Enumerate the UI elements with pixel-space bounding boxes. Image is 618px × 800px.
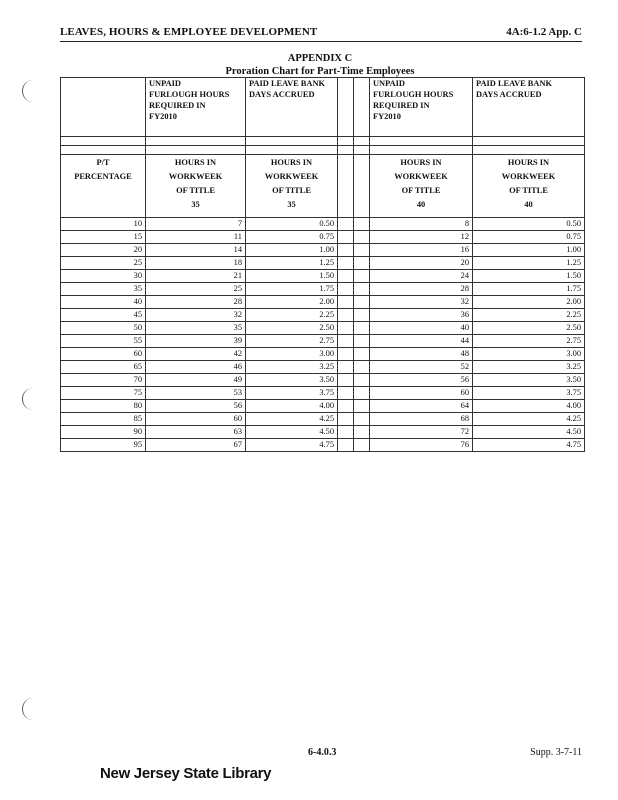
table-cell: 28 (146, 296, 246, 309)
separator-cell (338, 169, 354, 183)
header-line: FY2010 (149, 112, 177, 121)
separator-cell (338, 218, 354, 231)
separator-cell (338, 270, 354, 283)
table-cell: 0.75 (246, 231, 338, 244)
separator-cell (338, 335, 354, 348)
header-line: DAYS ACCRUED (476, 90, 542, 99)
separator-cell (338, 231, 354, 244)
gap-cell (473, 146, 585, 155)
table-cell: 4.50 (246, 426, 338, 439)
separator-cell (338, 257, 354, 270)
header-line: REQUIRED IN (373, 101, 430, 110)
table-cell: 20 (370, 257, 473, 270)
table-row (61, 257, 585, 270)
separator-cell (354, 426, 370, 439)
separator-cell (354, 231, 370, 244)
gap-cell (354, 137, 370, 146)
subheader-cell: HOURS IN (246, 155, 338, 170)
header-line: DAYS ACCRUED (249, 90, 315, 99)
table-row (61, 400, 585, 413)
separator-cell (354, 400, 370, 413)
gap-cell (354, 146, 370, 155)
table-cell: 44 (370, 335, 473, 348)
running-header-section: 4A:6-1.2 App. C (506, 26, 582, 38)
separator-cell (354, 322, 370, 335)
proration-chart (60, 77, 585, 452)
table-row (61, 348, 585, 361)
table-row (61, 309, 585, 322)
library-stamp: New Jersey State Library (100, 765, 272, 782)
table-cell: 25 (61, 257, 146, 270)
table-cell: 0.50 (473, 218, 585, 231)
subheader-cell: HOURS IN (370, 155, 473, 170)
separator-cell (354, 374, 370, 387)
table-cell: 10 (61, 218, 146, 231)
separator-cell (338, 348, 354, 361)
subheader-row-2 (61, 169, 585, 183)
separator-cell (338, 322, 354, 335)
table-cell: 85 (61, 413, 146, 426)
page-number: 6-4.0.3 (308, 747, 337, 758)
table-cell: 3.75 (246, 387, 338, 400)
table-cell: 30 (61, 270, 146, 283)
table-cell: 56 (370, 374, 473, 387)
separator-cell (354, 78, 370, 137)
punch-hole-mark (22, 388, 43, 410)
table-cell: 60 (146, 413, 246, 426)
separator-cell (338, 283, 354, 296)
table-cell: 24 (370, 270, 473, 283)
header-furlough-40 (370, 78, 473, 137)
table-cell: 8 (370, 218, 473, 231)
table-cell: 1.75 (246, 283, 338, 296)
subheader-cell: 40 (370, 197, 473, 211)
separator-cell (354, 183, 370, 197)
punch-hole-mark (22, 698, 43, 720)
table-cell: 15 (61, 231, 146, 244)
table-row (61, 387, 585, 400)
subheader-cell (61, 183, 146, 197)
separator-cell (338, 183, 354, 197)
separator-cell (338, 374, 354, 387)
table-cell: 2.75 (246, 335, 338, 348)
table-cell: 1.25 (473, 257, 585, 270)
punch-hole-mark (22, 80, 43, 102)
table-cell: 36 (370, 309, 473, 322)
table-cell: 35 (146, 322, 246, 335)
table-row (61, 426, 585, 439)
table-cell: 3.25 (246, 361, 338, 374)
table-cell: 4.75 (473, 439, 585, 452)
header-line: UNPAID (373, 79, 405, 88)
table-cell: 35 (61, 283, 146, 296)
header-leave-bank-40 (473, 78, 585, 137)
table-cell: 90 (61, 426, 146, 439)
table-row (61, 244, 585, 257)
table-cell: 4.25 (473, 413, 585, 426)
column-header-row (61, 78, 585, 137)
table-cell: 3.25 (473, 361, 585, 374)
table-cell: 3.75 (473, 387, 585, 400)
gap-row (61, 137, 585, 146)
subheader-cell: HOURS IN (146, 155, 246, 170)
running-header-title: LEAVES, HOURS & EMPLOYEE DEVELOPMENT (60, 26, 318, 38)
table-cell: 32 (146, 309, 246, 322)
table-cell: 2.25 (473, 309, 585, 322)
separator-cell (338, 439, 354, 452)
gap-row (61, 146, 585, 155)
appendix-subtitle: Proration Chart for Part-Time Employees (225, 66, 415, 77)
subheader-cell: 35 (246, 197, 338, 211)
table-cell: 60 (61, 348, 146, 361)
subheader-cell: OF TITLE (370, 183, 473, 197)
separator-cell (354, 218, 370, 231)
table-cell: 3.00 (473, 348, 585, 361)
gap-cell (370, 146, 473, 155)
subheader-cell: WORKWEEK (473, 169, 585, 183)
table-cell: 1.00 (246, 244, 338, 257)
header-line: FY2010 (373, 112, 401, 121)
table-cell: 49 (146, 374, 246, 387)
separator-cell (354, 244, 370, 257)
gap-cell (61, 137, 146, 146)
table-cell: 63 (146, 426, 246, 439)
table-cell: 11 (146, 231, 246, 244)
separator-cell (338, 244, 354, 257)
table-cell: 16 (370, 244, 473, 257)
appendix-title: APPENDIX C (287, 53, 353, 64)
table-cell: 12 (370, 231, 473, 244)
subheader-cell: WORKWEEK (370, 169, 473, 183)
table-cell: 4.00 (246, 400, 338, 413)
subheader-cell: 40 (473, 197, 585, 211)
table-row (61, 231, 585, 244)
table-cell: 4.75 (246, 439, 338, 452)
table-cell: 50 (61, 322, 146, 335)
separator-cell (354, 169, 370, 183)
separator-cell (354, 361, 370, 374)
table-cell: 0.75 (473, 231, 585, 244)
separator-cell (354, 296, 370, 309)
table-cell: 2.00 (246, 296, 338, 309)
table-cell: 68 (370, 413, 473, 426)
subheader-cell: HOURS IN (473, 155, 585, 170)
table-cell: 2.50 (246, 322, 338, 335)
separator-cell (354, 283, 370, 296)
separator-cell (338, 413, 354, 426)
separator-cell (354, 257, 370, 270)
gap-cell (146, 137, 246, 146)
table-cell: 0.50 (246, 218, 338, 231)
gap-cell (338, 137, 354, 146)
table-cell: 52 (370, 361, 473, 374)
table-cell: 4.50 (473, 426, 585, 439)
table-cell: 46 (146, 361, 246, 374)
gap-cell (246, 137, 338, 146)
subheader-row-1 (61, 155, 585, 170)
table-cell: 1.50 (246, 270, 338, 283)
subheader-row-4 (61, 197, 585, 211)
gap-cell (370, 137, 473, 146)
table-cell: 18 (146, 257, 246, 270)
table-cell: 42 (146, 348, 246, 361)
table-cell: 70 (61, 374, 146, 387)
separator-cell (354, 309, 370, 322)
table-cell: 3.00 (246, 348, 338, 361)
table-cell: 28 (370, 283, 473, 296)
header-line: FURLOUGH HOURS (373, 90, 454, 99)
separator-cell (354, 348, 370, 361)
table-cell: 3.50 (473, 374, 585, 387)
table-cell: 21 (146, 270, 246, 283)
table-cell: 1.25 (246, 257, 338, 270)
table-cell: 1.75 (473, 283, 585, 296)
separator-cell (338, 197, 354, 211)
table-row (61, 322, 585, 335)
subheader-cell: WORKWEEK (146, 169, 246, 183)
separator-cell (338, 155, 354, 170)
table-cell: 48 (370, 348, 473, 361)
header-line: REQUIRED IN (149, 101, 206, 110)
table-cell: 7 (146, 218, 246, 231)
table-cell: 4.25 (246, 413, 338, 426)
table-cell: 75 (61, 387, 146, 400)
subheader-cell: 35 (146, 197, 246, 211)
table-cell: 64 (370, 400, 473, 413)
table-cell: 67 (146, 439, 246, 452)
table-row (61, 335, 585, 348)
table-cell: 60 (370, 387, 473, 400)
table-cell: 76 (370, 439, 473, 452)
subheader-cell: OF TITLE (146, 183, 246, 197)
table-cell: 40 (370, 322, 473, 335)
separator-cell (354, 439, 370, 452)
table-cell: 32 (370, 296, 473, 309)
separator-cell (338, 361, 354, 374)
header-line: PAID LEAVE BANK (476, 79, 553, 88)
supplement-date: Supp. 3-7-11 (530, 747, 582, 758)
header-line: PAID LEAVE BANK (249, 79, 326, 88)
table-cell: 56 (146, 400, 246, 413)
table-row (61, 361, 585, 374)
separator-cell (338, 296, 354, 309)
table-cell: 72 (370, 426, 473, 439)
table-cell: 2.75 (473, 335, 585, 348)
table-row (61, 296, 585, 309)
separator-cell (338, 78, 354, 137)
table-cell: 65 (61, 361, 146, 374)
subheader-cell: OF TITLE (246, 183, 338, 197)
separator-cell (338, 400, 354, 413)
gap-cell (61, 146, 146, 155)
gap-cell (338, 146, 354, 155)
gap-cell (246, 146, 338, 155)
table-row (61, 270, 585, 283)
subheader-cell: WORKWEEK (246, 169, 338, 183)
subheader-cell: PERCENTAGE (61, 169, 146, 183)
subheader-cell: P/T (61, 155, 146, 170)
table-row (61, 439, 585, 452)
table-row (61, 413, 585, 426)
table-cell: 25 (146, 283, 246, 296)
chart-body (61, 78, 585, 452)
header-leave-bank-35 (246, 78, 338, 137)
table-cell: 4.00 (473, 400, 585, 413)
table-cell: 20 (61, 244, 146, 257)
table-cell: 45 (61, 309, 146, 322)
header-furlough-35 (146, 78, 246, 137)
separator-cell (354, 335, 370, 348)
table-cell: 95 (61, 439, 146, 452)
table-cell: 14 (146, 244, 246, 257)
table-row (61, 218, 585, 231)
gap-cell (146, 146, 246, 155)
table-cell: 3.50 (246, 374, 338, 387)
table-cell: 2.00 (473, 296, 585, 309)
table-cell: 53 (146, 387, 246, 400)
subheader-row-3 (61, 183, 585, 197)
table-cell: 1.00 (473, 244, 585, 257)
header-line: UNPAID (149, 79, 181, 88)
separator-cell (338, 426, 354, 439)
header-line: FURLOUGH HOURS (149, 90, 230, 99)
header-cell-empty (61, 78, 146, 137)
table-cell: 1.50 (473, 270, 585, 283)
table-cell: 40 (61, 296, 146, 309)
table-cell: 80 (61, 400, 146, 413)
table-cell: 2.50 (473, 322, 585, 335)
table-cell: 39 (146, 335, 246, 348)
separator-cell (354, 155, 370, 170)
gap-cell (473, 137, 585, 146)
separator-cell (354, 270, 370, 283)
separator-cell (354, 197, 370, 211)
table-row (61, 374, 585, 387)
subheader-cell (61, 197, 146, 211)
subheader-cell: OF TITLE (473, 183, 585, 197)
separator-cell (338, 309, 354, 322)
table-cell: 55 (61, 335, 146, 348)
header-rule (60, 41, 582, 42)
separator-cell (338, 387, 354, 400)
table-cell: 2.25 (246, 309, 338, 322)
table-row (61, 283, 585, 296)
separator-cell (354, 413, 370, 426)
separator-cell (354, 387, 370, 400)
